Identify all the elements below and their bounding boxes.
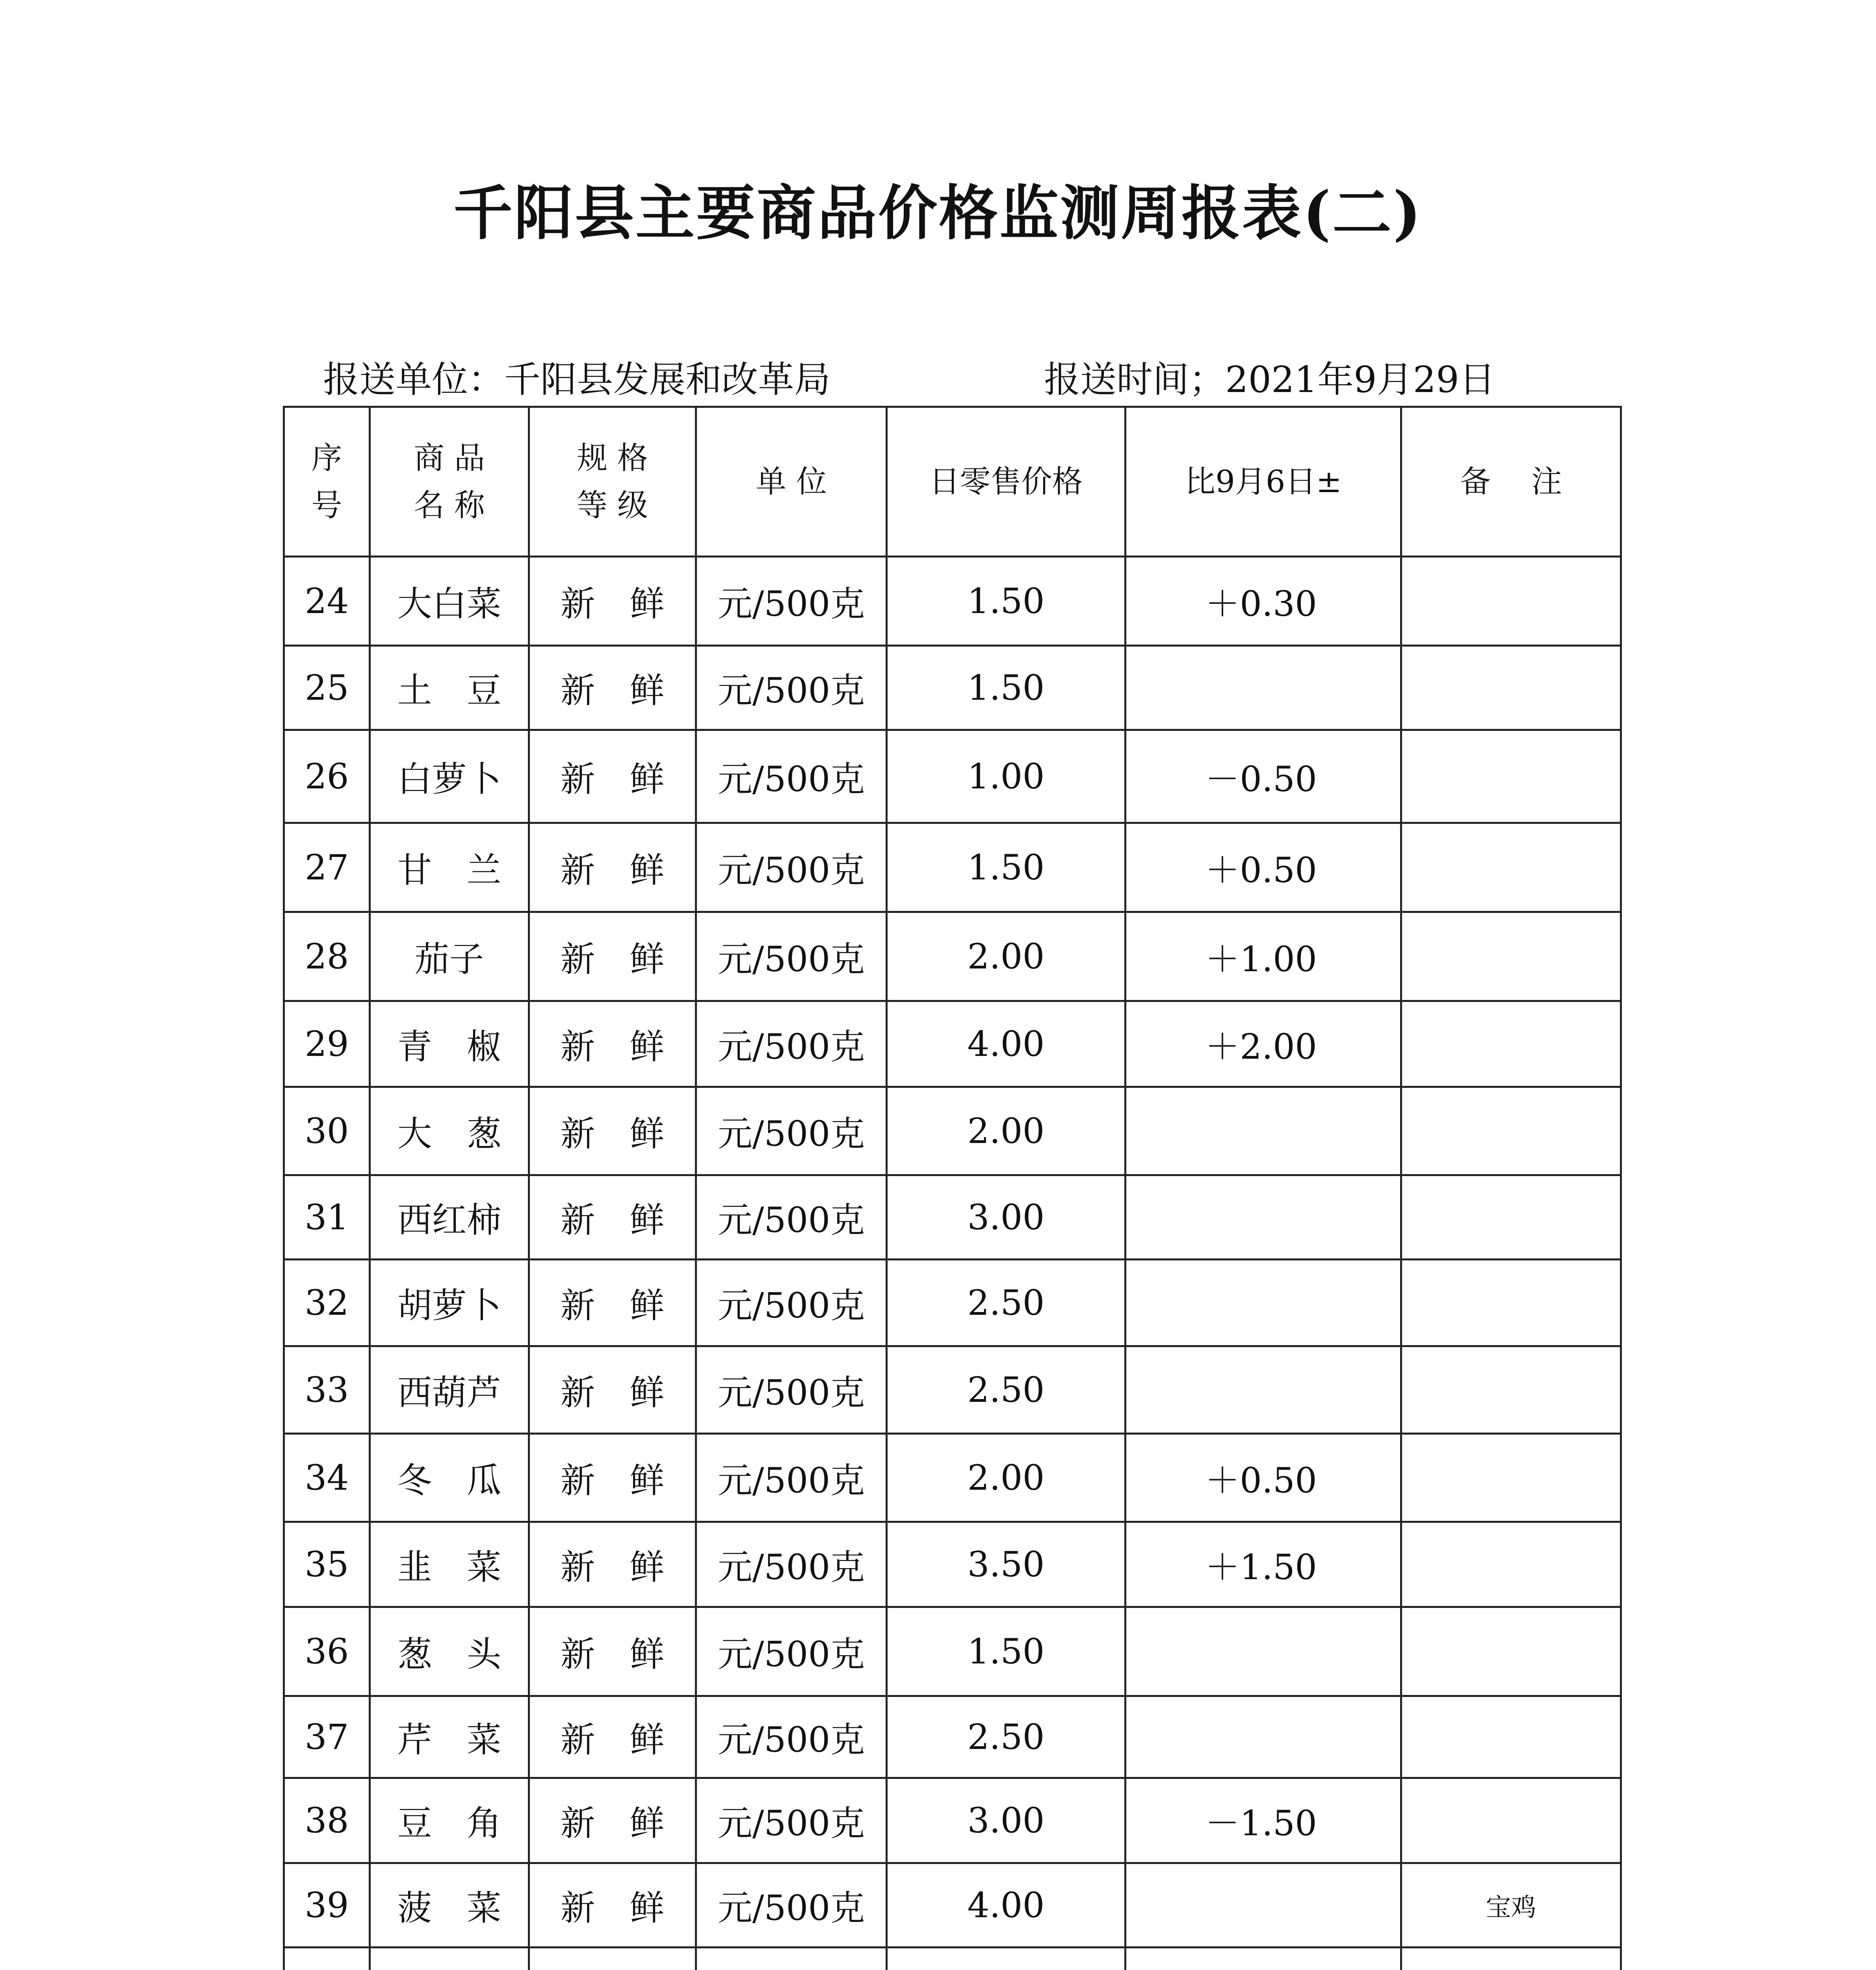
header-note: 备 注 bbox=[1401, 407, 1621, 557]
cell-unit: 元/500克 bbox=[696, 1434, 887, 1522]
table-row bbox=[284, 823, 1621, 912]
table-row bbox=[284, 646, 1621, 730]
table-body bbox=[284, 557, 1621, 1970]
table-row bbox=[284, 1346, 1621, 1434]
cell-change: －1.50 bbox=[1126, 1778, 1401, 1863]
cell-name: 大白菜 bbox=[370, 557, 529, 646]
cell-spec: 新 鲜 bbox=[529, 730, 696, 823]
table-row bbox=[284, 1778, 1621, 1863]
cell-spec: 新 鲜 bbox=[529, 1863, 696, 1948]
cell-spec: 新 鲜 bbox=[529, 557, 696, 646]
cell-unit: 元/500克 bbox=[696, 1001, 887, 1087]
header-price: 日零售价格 bbox=[887, 407, 1126, 557]
table-row bbox=[284, 1087, 1621, 1175]
cell-price: 1.50 bbox=[887, 823, 1126, 912]
cell-unit bbox=[696, 1948, 887, 1970]
cell-spec bbox=[529, 1948, 696, 1970]
cell-name: 芹 菜 bbox=[370, 1696, 529, 1778]
cell-note bbox=[1401, 557, 1621, 646]
cell-price: 3.50 bbox=[887, 1522, 1126, 1607]
cell-change bbox=[1126, 1607, 1401, 1696]
cell-spec: 新 鲜 bbox=[529, 646, 696, 730]
cell-change: ＋0.50 bbox=[1126, 823, 1401, 912]
cell-note bbox=[1401, 1522, 1621, 1607]
cell-note bbox=[1401, 730, 1621, 823]
cell-unit: 元/500克 bbox=[696, 823, 887, 912]
price-table bbox=[283, 406, 1622, 1970]
header-change: 比9月6日± bbox=[1126, 407, 1401, 557]
cell-spec: 新 鲜 bbox=[529, 1260, 696, 1346]
cell-name: 西葫芦 bbox=[370, 1346, 529, 1434]
cell-spec: 新 鲜 bbox=[529, 1778, 696, 1863]
cell-name: 西红柿 bbox=[370, 1175, 529, 1260]
table-row bbox=[284, 1948, 1621, 1970]
cell-name: 冬 瓜 bbox=[370, 1434, 529, 1522]
cell-unit: 元/500克 bbox=[696, 646, 887, 730]
cell-unit: 元/500克 bbox=[696, 730, 887, 823]
cell-price: 3.00 bbox=[887, 1778, 1126, 1863]
table-row bbox=[284, 1607, 1621, 1696]
cell-spec: 新 鲜 bbox=[529, 1696, 696, 1778]
cell-change: ＋1.50 bbox=[1126, 1522, 1401, 1607]
table-row bbox=[284, 1001, 1621, 1087]
cell-name: 大 葱 bbox=[370, 1087, 529, 1175]
cell-note bbox=[1401, 1346, 1621, 1434]
table-row bbox=[284, 1863, 1621, 1948]
header-seq-line2: 号 bbox=[311, 487, 342, 523]
cell-note bbox=[1401, 823, 1621, 912]
report-unit: 报送单位：千阳县发展和改革局 bbox=[323, 359, 831, 401]
cell-note bbox=[1401, 1260, 1621, 1346]
cell-unit: 元/500克 bbox=[696, 557, 887, 646]
cell-change bbox=[1126, 1260, 1401, 1346]
cell-seq: 26 bbox=[284, 730, 370, 823]
cell-note bbox=[1401, 646, 1621, 730]
cell-change: ＋0.50 bbox=[1126, 1434, 1401, 1522]
table-row bbox=[284, 1260, 1621, 1346]
cell-spec: 新 鲜 bbox=[529, 1346, 696, 1434]
cell-seq: 29 bbox=[284, 1001, 370, 1087]
header-spec-line2: 等 级 bbox=[577, 487, 648, 523]
cell-price bbox=[887, 1948, 1126, 1970]
cell-price: 1.50 bbox=[887, 1607, 1126, 1696]
cell-note bbox=[1401, 1948, 1621, 1970]
cell-unit: 元/500克 bbox=[696, 1778, 887, 1863]
cell-seq: 34 bbox=[284, 1434, 370, 1522]
cell-price: 2.00 bbox=[887, 1434, 1126, 1522]
header-spec bbox=[529, 407, 696, 557]
cell-price: 2.00 bbox=[887, 912, 1126, 1001]
header-seq bbox=[284, 407, 370, 557]
cell-spec: 新 鲜 bbox=[529, 1434, 696, 1522]
report-time: 报送时间；2021年9月29日 bbox=[1044, 359, 1495, 401]
cell-seq: 28 bbox=[284, 912, 370, 1001]
table-row bbox=[284, 912, 1621, 1001]
cell-name: 土 豆 bbox=[370, 646, 529, 730]
cell-seq: 30 bbox=[284, 1087, 370, 1175]
header-name bbox=[370, 407, 529, 557]
cell-price: 1.50 bbox=[887, 557, 1126, 646]
cell-name: 甘 兰 bbox=[370, 823, 529, 912]
cell-unit: 元/500克 bbox=[696, 1696, 887, 1778]
cell-change: ＋2.00 bbox=[1126, 1001, 1401, 1087]
cell-price: 2.50 bbox=[887, 1696, 1126, 1778]
cell-price: 2.50 bbox=[887, 1260, 1126, 1346]
header-seq-line1: 序 bbox=[311, 440, 342, 476]
cell-price: 2.00 bbox=[887, 1087, 1126, 1175]
cell-unit: 元/500克 bbox=[696, 1260, 887, 1346]
cell-spec: 新 鲜 bbox=[529, 823, 696, 912]
cell-seq: 35 bbox=[284, 1522, 370, 1607]
cell-note bbox=[1401, 1696, 1621, 1778]
cell-note bbox=[1401, 912, 1621, 1001]
cell-note bbox=[1401, 1175, 1621, 1260]
cell-seq bbox=[284, 1948, 370, 1970]
cell-seq: 36 bbox=[284, 1607, 370, 1696]
cell-name bbox=[370, 1948, 529, 1970]
cell-seq: 33 bbox=[284, 1346, 370, 1434]
cell-spec: 新 鲜 bbox=[529, 1175, 696, 1260]
cell-change bbox=[1126, 1948, 1401, 1970]
table-row bbox=[284, 557, 1621, 646]
cell-change bbox=[1126, 646, 1401, 730]
cell-change bbox=[1126, 1175, 1401, 1260]
cell-seq: 37 bbox=[284, 1696, 370, 1778]
cell-price: 4.00 bbox=[887, 1001, 1126, 1087]
cell-spec: 新 鲜 bbox=[529, 1607, 696, 1696]
cell-change: －0.50 bbox=[1126, 730, 1401, 823]
table-row bbox=[284, 1434, 1621, 1522]
cell-note bbox=[1401, 1087, 1621, 1175]
cell-note bbox=[1401, 1001, 1621, 1087]
cell-name: 韭 菜 bbox=[370, 1522, 529, 1607]
cell-name: 茄子 bbox=[370, 912, 529, 1001]
cell-change bbox=[1126, 1863, 1401, 1948]
cell-change bbox=[1126, 1346, 1401, 1434]
cell-price: 4.00 bbox=[887, 1863, 1126, 1948]
cell-seq: 39 bbox=[284, 1863, 370, 1948]
page-title: 千阳县主要商品价格监测周报表(二) bbox=[453, 178, 1423, 248]
cell-name: 菠 菜 bbox=[370, 1863, 529, 1948]
cell-price: 1.00 bbox=[887, 730, 1126, 823]
header-name-line2: 名 称 bbox=[414, 487, 485, 523]
cell-seq: 38 bbox=[284, 1778, 370, 1863]
cell-spec: 新 鲜 bbox=[529, 1522, 696, 1607]
table-row bbox=[284, 1175, 1621, 1260]
cell-note bbox=[1401, 1434, 1621, 1522]
table-row bbox=[284, 1696, 1621, 1778]
table-row bbox=[284, 730, 1621, 823]
cell-price: 2.50 bbox=[887, 1346, 1126, 1434]
cell-spec: 新 鲜 bbox=[529, 1001, 696, 1087]
cell-change: ＋0.30 bbox=[1126, 557, 1401, 646]
cell-change bbox=[1126, 1087, 1401, 1175]
cell-note bbox=[1401, 1778, 1621, 1863]
cell-name: 白萝卜 bbox=[370, 730, 529, 823]
cell-spec: 新 鲜 bbox=[529, 912, 696, 1001]
cell-change: ＋1.00 bbox=[1126, 912, 1401, 1001]
cell-unit: 元/500克 bbox=[696, 1863, 887, 1948]
header-unit: 单 位 bbox=[696, 407, 887, 557]
cell-seq: 25 bbox=[284, 646, 370, 730]
header-spec-line1: 规 格 bbox=[577, 440, 648, 476]
cell-spec: 新 鲜 bbox=[529, 1087, 696, 1175]
cell-note bbox=[1401, 1607, 1621, 1696]
cell-name: 葱 头 bbox=[370, 1607, 529, 1696]
table-header-row bbox=[284, 407, 1621, 557]
cell-unit: 元/500克 bbox=[696, 1346, 887, 1434]
cell-seq: 31 bbox=[284, 1175, 370, 1260]
cell-seq: 32 bbox=[284, 1260, 370, 1346]
cell-name: 胡萝卜 bbox=[370, 1260, 529, 1346]
cell-seq: 24 bbox=[284, 557, 370, 646]
cell-price: 3.00 bbox=[887, 1175, 1126, 1260]
cell-unit: 元/500克 bbox=[696, 1607, 887, 1696]
cell-unit: 元/500克 bbox=[696, 1522, 887, 1607]
cell-unit: 元/500克 bbox=[696, 912, 887, 1001]
cell-price: 1.50 bbox=[887, 646, 1126, 730]
cell-unit: 元/500克 bbox=[696, 1175, 887, 1260]
cell-change bbox=[1126, 1696, 1401, 1778]
table-row bbox=[284, 1522, 1621, 1607]
cell-seq: 27 bbox=[284, 823, 370, 912]
cell-unit: 元/500克 bbox=[696, 1087, 887, 1175]
cell-name: 豆 角 bbox=[370, 1778, 529, 1863]
cell-name: 青 椒 bbox=[370, 1001, 529, 1087]
header-name-line1: 商 品 bbox=[414, 440, 485, 476]
cell-note: 宝鸡 bbox=[1401, 1863, 1621, 1948]
